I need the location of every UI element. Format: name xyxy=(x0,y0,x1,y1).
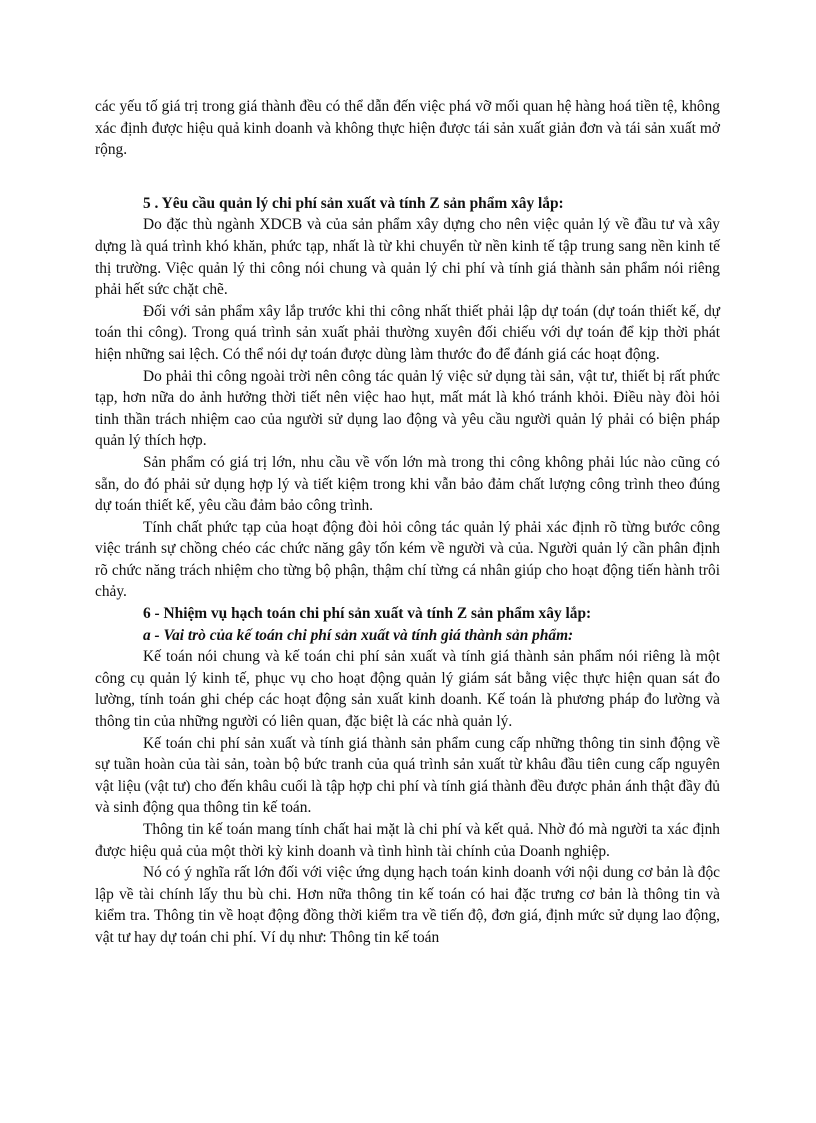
section-6-paragraph: Kế toán chi phí sản xuất và tính giá thành sản phẩm cung cấp những thông tin sinh động về sự tuần hoàn của tài sản, toàn bộ bức tranh của quá trình sản xuất từ khâu đầu tiên cung cấp nguyên vật liệu (vật tư) cho đến khâu cuối là tập hợp chi phí và tính giá thành đều được phản ánh thật đầy đủ và sinh động qua thông tin kế toán. xyxy=(95,734,720,817)
section-5-heading: 5 . Yêu cầu quản lý chi phí sản xuất và tính Z sản phẩm xây lắp: xyxy=(143,194,564,212)
section-5-paragraph: Do đặc thù ngành XDCB và của sản phẩm xây dựng cho nên việc quản lý về đầu tư và xây dựng là quá trình khó khăn, phức tạp, nhất là từ khi chuyển từ nền kinh tế tập trung sang nền kinh tế thị trường. Việc quản lý thi công nói chung và quản lý chi phí và tính giá thành sản phẩm nói riêng phải hết sức chặt chẽ. xyxy=(95,216,720,299)
section-6-heading: 6 - Nhiệm vụ hạch toán chi phí sản xuất và tính Z sản phẩm xây lắp: xyxy=(143,605,592,623)
section-5-paragraph: Tính chất phức tạp của hoạt động đòi hỏi công tác quản lý phải xác định rõ từng bước công việc tránh sự chồng chéo các chức năng gây tốn kém về người và của. Người quản lý cần phân định rõ chức năng trách nhiệm cho từng bộ phận, thậm chí từng cá nhân giúp cho hoạt động tiến hành trôi chảy. xyxy=(95,518,720,601)
section-6-paragraph: Thông tin kế toán mang tính chất hai mặt là chi phí và kết quả. Nhờ đó mà người ta xác định được hiệu quả của một thời kỳ kinh doanh và tình hình tài chính của Doanh nghiệp. xyxy=(95,821,720,860)
document-page xyxy=(95,96,720,949)
section-5-paragraph: Đối với sản phẩm xây lắp trước khi thi công nhất thiết phải lập dự toán (dự toán thiết kế, dự toán thi công). Trong quá trình sản xuất phải thường xuyên đối chiếu với dự toán để kịp thời phát hiện những sai lệch. Có thể nói dự toán được dùng làm thước đo để đánh giá các hoạt động. xyxy=(95,302,720,363)
section-6a-subheading: a - Vai trò của kế toán chi phí sản xuất và tính giá thành sản phẩm: xyxy=(143,626,574,644)
section-6-paragraph: Nó có ý nghĩa rất lớn đối với việc ứng dụng hạch toán kinh doanh với nội dung cơ bản là độc lập về tài chính lấy thu bù chi. Hơn nữa thông tin kế toán có hai đặc trưng cơ bản là thông tin và kiểm tra. Thông tin về hoạt động đồng thời kiểm tra về tiến độ, đơn giá, định mức sử dụng lao động, vật tư hay dự toán chi phí. Ví dụ như: Thông tin kế toán xyxy=(95,864,720,946)
section-5-paragraph: Do phải thi công ngoài trời nên công tác quản lý việc sử dụng tài sản, vật tư, thiết bị rất phức tạp, hơn nữa do ảnh hưởng thời tiết nên việc hao hụt, mất mát là khó tránh khỏi. Điều này đòi hỏi tinh thần trách nhiệm cao của người sử dụng lao động và yêu cầu người quản lý phải có biện pháp quản lý thích hợp. xyxy=(95,367,720,450)
section-5-paragraph: Sản phẩm có giá trị lớn, nhu cầu về vốn lớn mà trong thi công không phải lúc nào cũng có sẵn, do đó phải sử dụng hợp lý và tiết kiệm trong khi vẫn bảo đảm chất lượng công trình theo đúng dự toán thiết kế, yêu cầu đảm bảo công trình. xyxy=(95,453,720,515)
spacer xyxy=(95,161,720,193)
section-6-paragraph: Kế toán nói chung và kế toán chi phí sản xuất và tính giá thành sản phẩm nói riêng là một công cụ quản lý kinh tế, phục vụ cho hoạt động quản lý giám sát bằng việc thực hiện quan sát đo lường, tính toán ghi chép các hoạt động sản xuất kinh doanh. Kế toán là phương pháp đo lường và thông tin của những người có liên quan, đặc biệt là các nhà quản lý. xyxy=(95,648,720,731)
intro-paragraph: các yếu tố giá trị trong giá thành đều có thể dẫn đến việc phá vỡ mối quan hệ hàng hoá tiền tệ, không xác định được hiệu quả kinh doanh và không thực hiện được tái sản xuất giản đơn và tái sản xuất mở rộng. xyxy=(95,98,720,159)
